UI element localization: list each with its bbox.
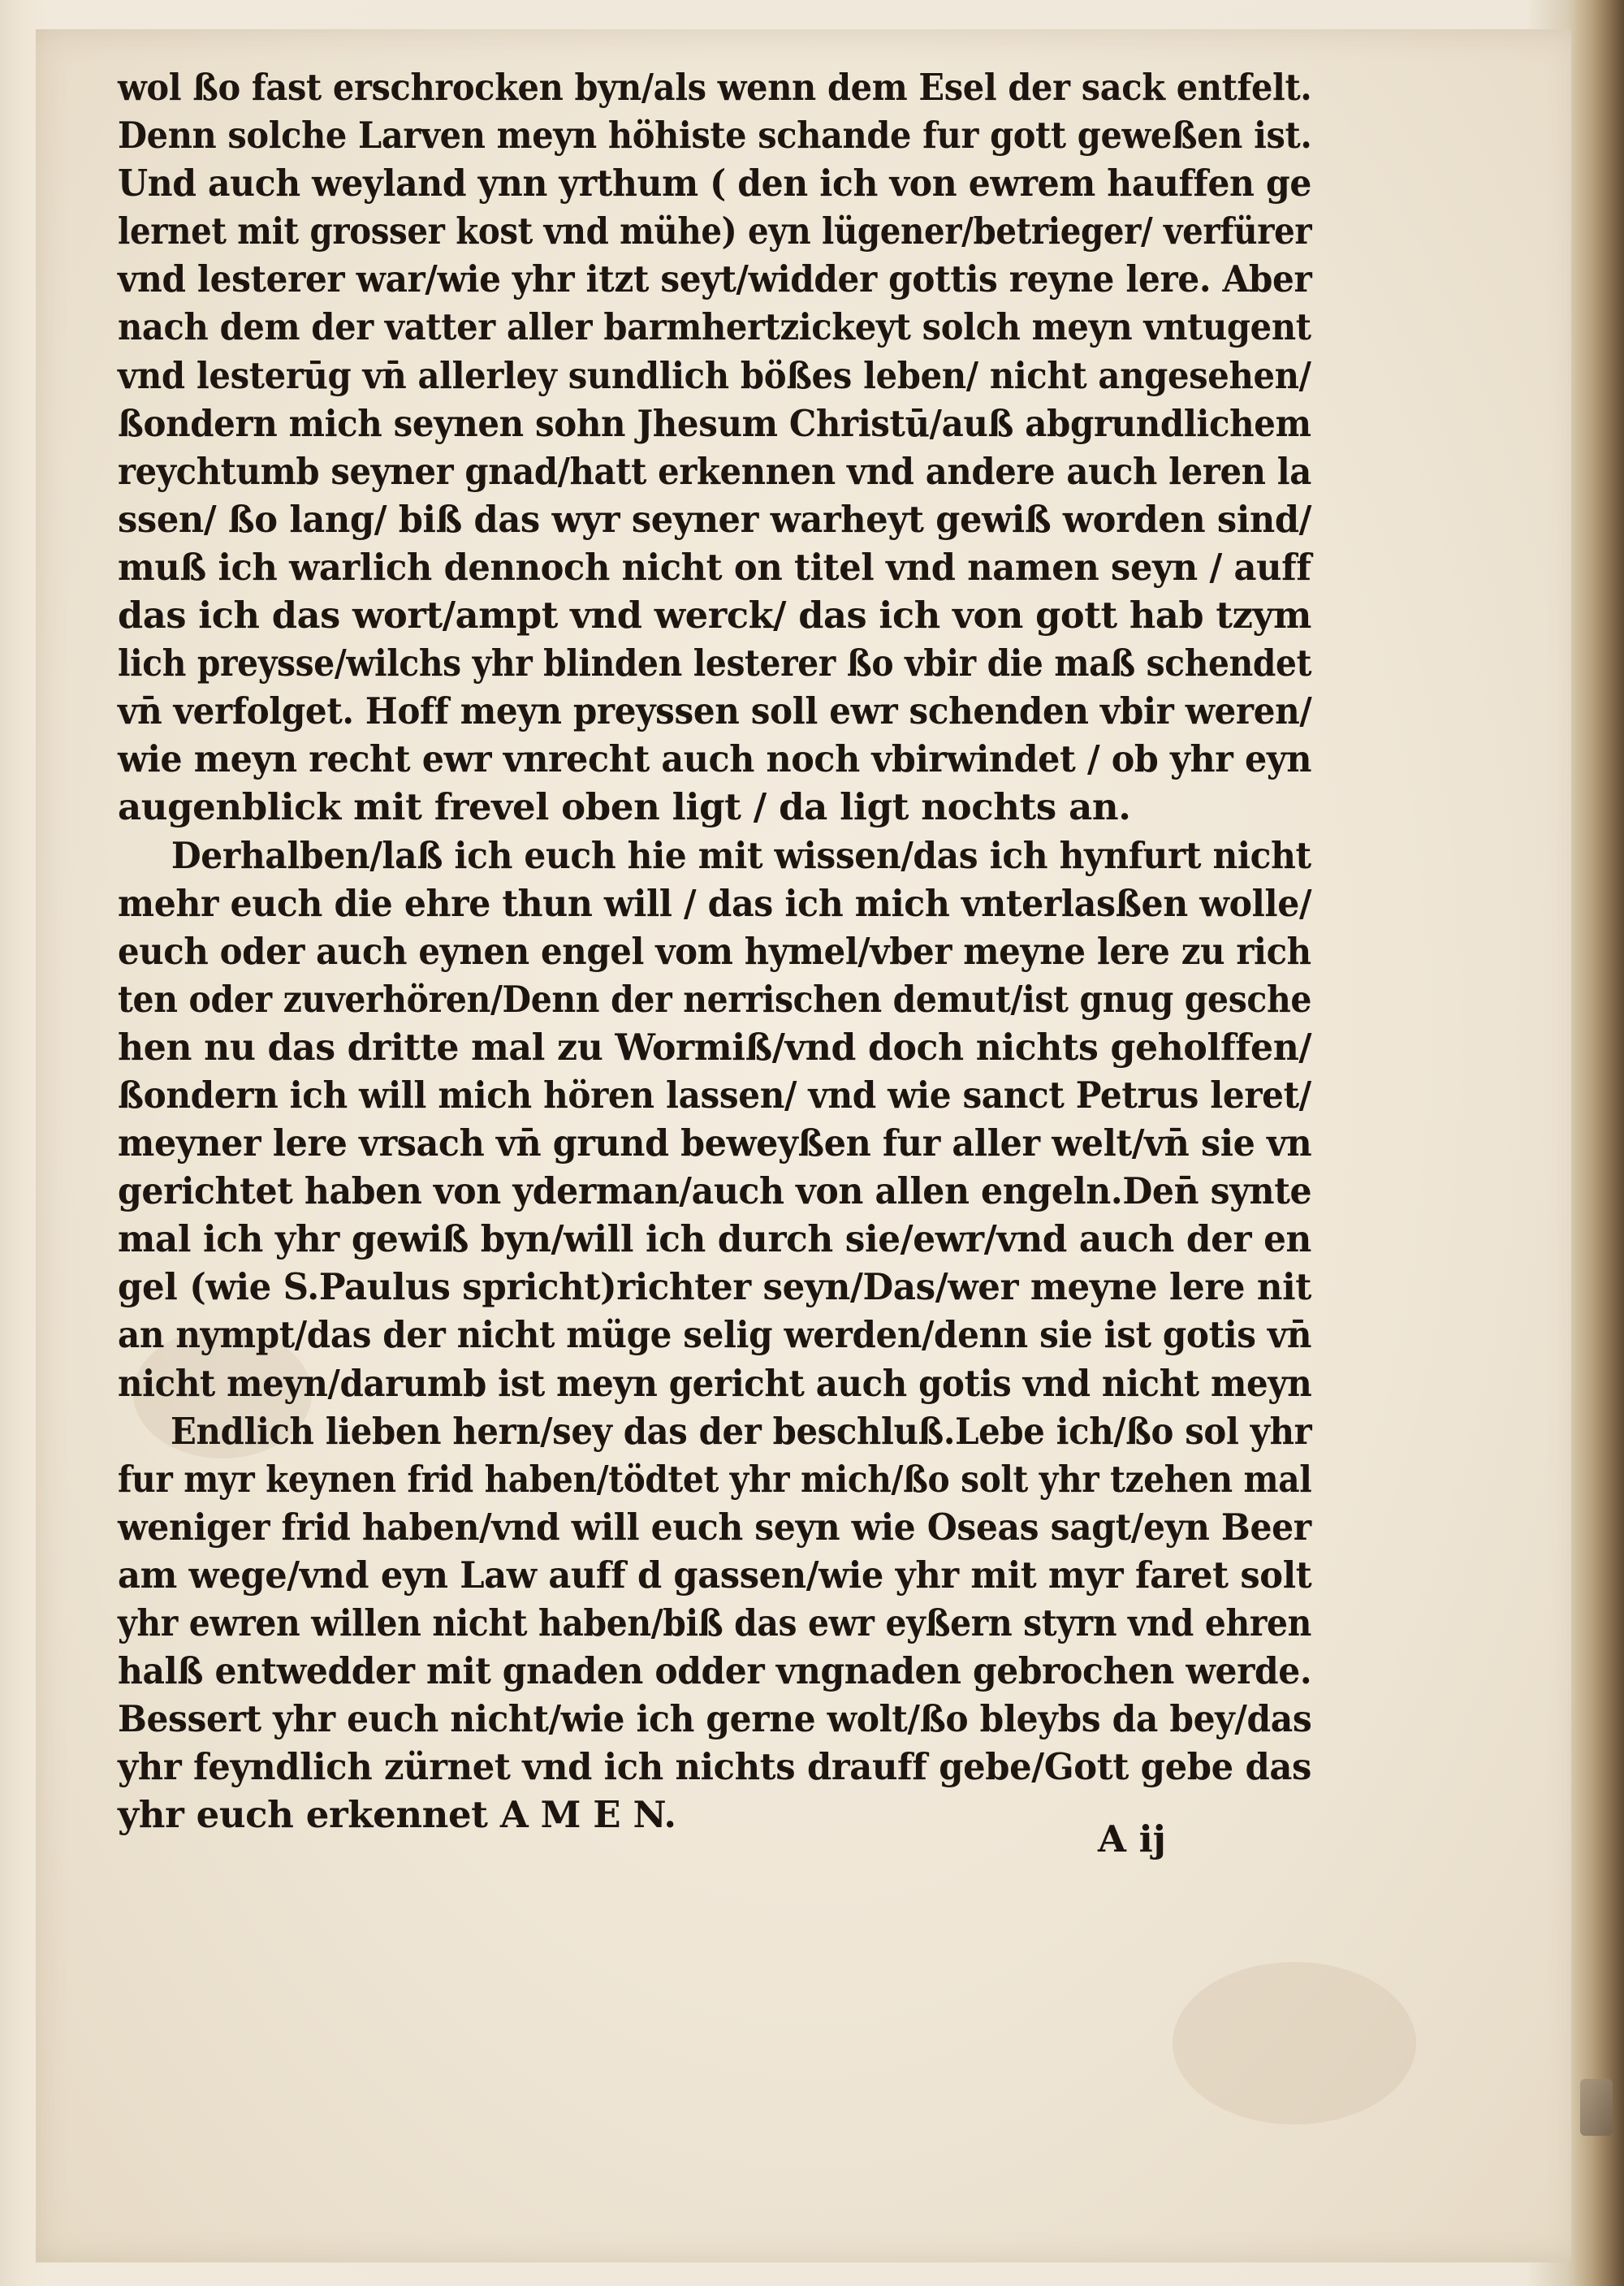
book-gutter xyxy=(1571,0,1624,2286)
text-line: mehr euch die ehre thun will / das ich mich vnterlasßen wolle/ xyxy=(118,881,1312,925)
paragraph-start-line: Endlich lieben hern/sey das der beschluß.Lebe ich/ßo sol yhr xyxy=(171,1409,1312,1453)
text-line: Bessert yhr euch nicht/wie ich gerne wolt/ßo bleybs da bey/das xyxy=(118,1697,1312,1741)
signature-mark: A ij xyxy=(1098,1817,1166,1860)
text-line: augenblick mit frevel oben ligt / da ligt nochts an. xyxy=(118,785,1131,829)
text-line: lich preysse/wilchs yhr blinden lesterer ßo vbir die maß schendet xyxy=(118,642,1312,685)
text-line: das ich das wort/ampt vnd werck/ das ich von gott hab tzym xyxy=(118,594,1311,637)
text-line: am wege/vnd eyn Law auff d gassen/wie yhr mit myr faret solt xyxy=(118,1553,1312,1597)
text-line: gerichtet haben von yderman/auch von allen engeln.Den̄ synte xyxy=(118,1169,1312,1213)
text-line: nach dem der vatter aller barmhertzickeyt solch meyn vntugent xyxy=(118,305,1311,349)
text-line: vn̄ verfolget. Hoff meyn preyssen soll ewr schenden vbir weren/ xyxy=(118,689,1312,733)
text-line: yhr feyndlich zürnet vnd ich nichts drauff gebe/Gott gebe das xyxy=(118,1745,1311,1789)
text-line: ßondern ich will mich hören lassen/ vnd wie sanct Petrus leret/ xyxy=(118,1073,1311,1117)
text-line: fur myr keynen frid haben/tödtet yhr mich/ßo solt yhr tzehen mal xyxy=(118,1457,1312,1501)
text-line: Denn solche Larven meyn höhiste schande fur gott geweßen ist. xyxy=(118,114,1312,158)
text-line: an nympt/das der nicht müge selig werden/denn sie ist gotis vn̄ xyxy=(118,1313,1312,1357)
text-line: yhr ewren willen nicht haben/biß das ewr eyßern styrn vnd ehren xyxy=(118,1601,1311,1644)
text-line: gel (wie S.Paulus spricht)richter seyn/Das/wer meyne lere nit xyxy=(118,1265,1312,1309)
text-line: mal ich yhr gewiß byn/will ich durch sie/ewr/vnd auch der en xyxy=(118,1217,1311,1261)
text-line: vnd lesterūg vn̄ allerley sundlich bößes leben/ nicht angesehen/ xyxy=(118,353,1311,397)
paper-stain xyxy=(1173,1962,1416,2124)
text-line: hen nu das dritte mal zu Wormiß/vnd doch nichts geholffen/ xyxy=(118,1025,1312,1069)
text-line: wol ßo fast erschrocken byn/als wenn dem Esel der sack entfelt. xyxy=(118,66,1312,109)
text-line: weniger frid haben/vnd will euch seyn wie Oseas sagt/eyn Beer xyxy=(118,1505,1311,1549)
text-line: nicht meyn/darumb ist meyn gericht auch gotis vnd nicht meyn xyxy=(118,1361,1312,1405)
text-line: lernet mit grosser kost vnd mühe) eyn lügener/betrieger/ verfürer xyxy=(118,210,1312,253)
text-line: muß ich warlich dennoch nicht on titel vnd namen seyn / auff xyxy=(118,545,1311,589)
text-line: reychtumb seyner gnad/hatt erkennen vnd andere auch leren la xyxy=(118,449,1311,493)
page-corner-tab xyxy=(1580,2079,1613,2136)
page-text xyxy=(118,63,1311,1839)
text-line: Und auch weyland ynn yrthum ( den ich von ewrem hauffen ge xyxy=(118,162,1311,205)
text-line: wie meyn recht ewr vnrecht auch noch vbirwindet / ob yhr eyn xyxy=(118,737,1312,781)
paragraph-start-line: Derhalben/laß ich euch hie mit wissen/das ich hynfurt nicht xyxy=(171,833,1311,877)
text-line: ßondern mich seynen sohn Jhesum Christū/auß abgrundlichem xyxy=(118,401,1311,445)
text-line: ten oder zuverhören/Denn der nerrischen demut/ist gnug gesche xyxy=(118,977,1312,1021)
text-line: ssen/ ßo lang/ biß das wyr seyner warheyt gewiß worden sind/ xyxy=(118,497,1311,541)
text-line: vnd lesterer war/wie yhr itzt seyt/widder gottis reyne lere. Aber xyxy=(118,257,1312,301)
text-line: halß entwedder mit gnaden odder vngnaden gebrochen werde. xyxy=(118,1649,1312,1693)
text-line: euch oder auch eynen engel vom hymel/vber meyne lere zu rich xyxy=(118,929,1311,973)
text-line: meyner lere vrsach vn̄ grund beweyßen fur aller welt/vn̄ sie vn xyxy=(118,1121,1312,1165)
text-line: yhr euch erkennet A M E N. xyxy=(118,1793,676,1837)
